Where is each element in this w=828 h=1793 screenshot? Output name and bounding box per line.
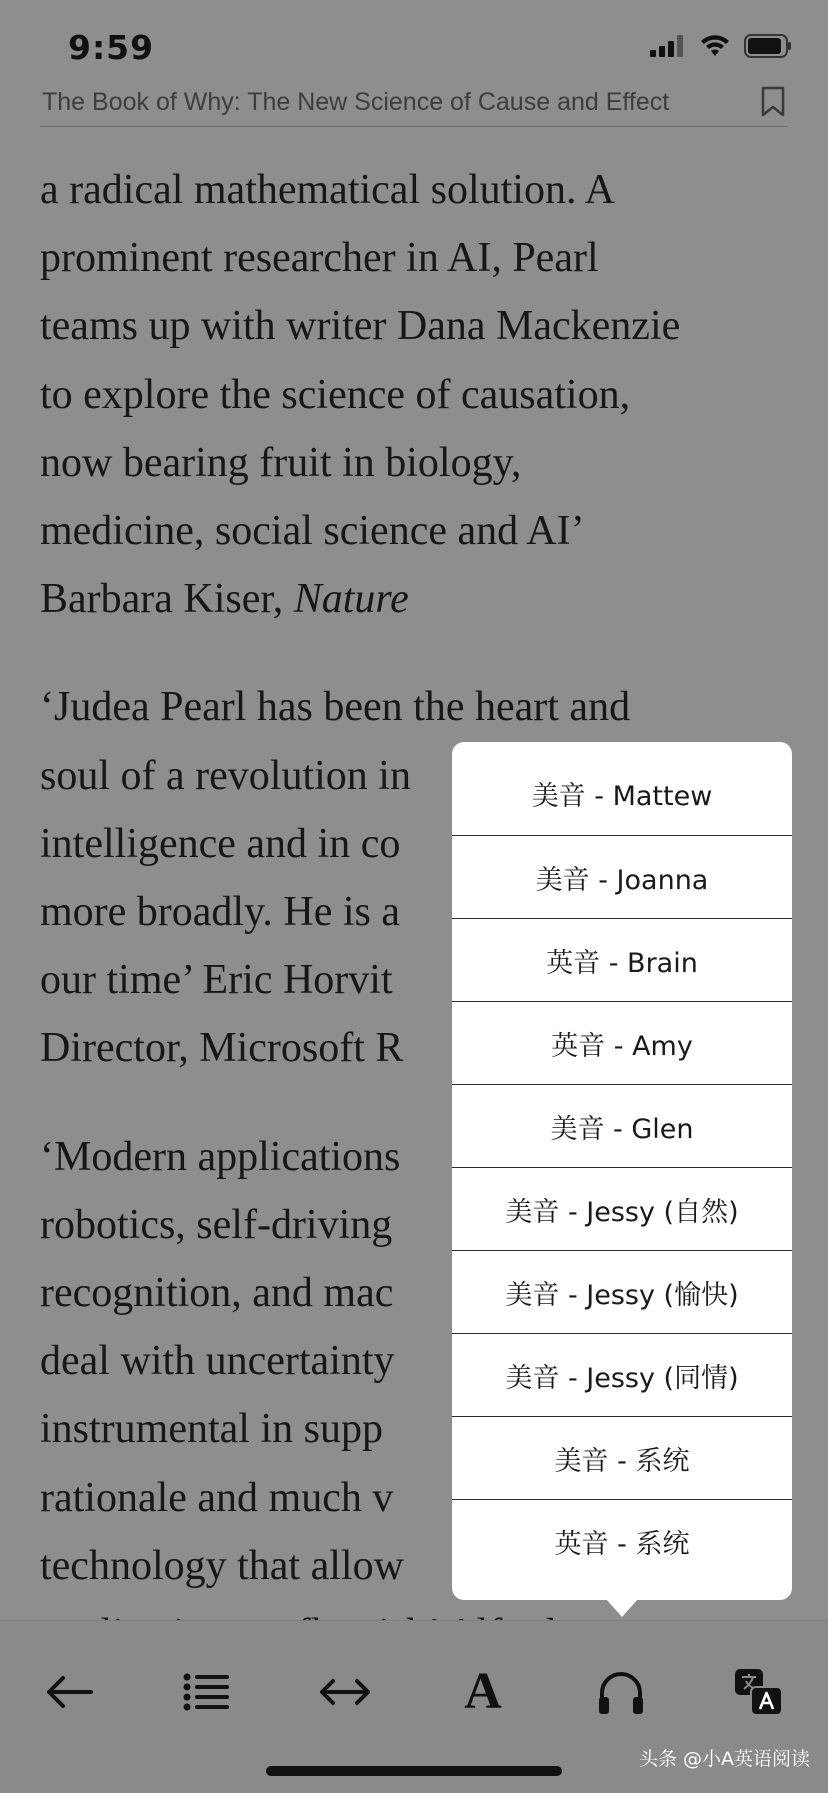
text-line: a radical mathematical solution. A <box>40 167 615 213</box>
book-header <box>40 84 788 127</box>
voice-option[interactable]: 美音 - Joanna <box>452 836 792 919</box>
translate-button[interactable] <box>724 1657 794 1727</box>
text-line: recognition, and mac <box>40 1270 394 1317</box>
back-arrow-icon <box>43 1672 95 1712</box>
bookmark-icon <box>760 86 786 118</box>
text-line: now bearing fruit in biology, <box>40 439 522 486</box>
signal-icon <box>650 35 686 57</box>
text-line: deal with uncertainty <box>40 1338 395 1385</box>
voice-option[interactable]: 美音 - Jessy (愉快) <box>452 1251 792 1334</box>
page-width-icon <box>317 1676 373 1708</box>
audio-button[interactable] <box>586 1657 656 1727</box>
voice-option[interactable]: 美音 - Jessy (自然) <box>452 1168 792 1251</box>
translate-icon <box>733 1667 785 1717</box>
text-line: intelligence and in co <box>40 820 401 867</box>
voice-option[interactable]: 英音 - Amy <box>452 1002 792 1085</box>
text-line: teams up with writer Dana Mackenzie <box>40 303 681 350</box>
text-line: rationale and much v <box>40 1474 394 1521</box>
voice-option[interactable]: 美音 - 系统 <box>452 1417 792 1500</box>
text-line <box>40 565 800 633</box>
text-line: Director, Microsoft R <box>40 1025 404 1072</box>
book-title: The Book of Why: The New Science of Cause and Effect <box>42 88 670 116</box>
text-line: soul of a revolution in <box>40 752 411 799</box>
font-icon: A <box>464 1663 502 1720</box>
text-line: robotics, self-driving <box>40 1201 393 1248</box>
wifi-icon <box>700 34 730 58</box>
status-time: 9:59 <box>68 28 155 67</box>
back-button[interactable] <box>34 1657 104 1727</box>
text-line: to explore the science of causation, <box>40 371 631 418</box>
voice-option[interactable]: 英音 - 系统 <box>554 1529 690 1560</box>
watermark: 头条 @小A英语阅读 <box>638 1748 810 1770</box>
text-line: medicine, social science and AI’ <box>40 508 585 555</box>
status-bar <box>0 0 828 90</box>
voice-menu-pointer <box>606 1599 638 1617</box>
voice-option[interactable]: 美音 - Jessy (同情) <box>452 1334 792 1417</box>
voice-option[interactable]: 美音 - Mattew <box>452 742 792 836</box>
text-line: ‘Judea Pearl has been the heart and <box>40 684 631 731</box>
text-line: our time’ Eric Horvit <box>40 957 393 1004</box>
page-width-button[interactable] <box>310 1657 380 1727</box>
battery-icon <box>744 34 792 58</box>
home-indicator[interactable] <box>266 1766 562 1776</box>
text-line: technology that allow <box>40 1542 404 1589</box>
paragraph <box>40 156 800 633</box>
voice-option[interactable]: 美音 - Glen <box>452 1085 792 1168</box>
font-settings-button[interactable] <box>448 1657 518 1727</box>
text-line-prefix: Barbara Kiser, <box>40 576 294 623</box>
contents-list-icon <box>183 1672 231 1712</box>
headphones-icon <box>596 1667 646 1717</box>
contents-button[interactable] <box>172 1657 242 1727</box>
text-line: ‘Modern applications <box>40 1133 401 1180</box>
text-line: instrumental in supp <box>40 1406 383 1453</box>
voice-menu <box>452 742 792 1600</box>
italic-source: Nature <box>293 576 409 623</box>
text-line: more broadly. He is a <box>40 889 400 936</box>
status-icons <box>650 34 792 58</box>
bookmark-button[interactable] <box>760 86 786 122</box>
voice-option[interactable]: 英音 - Brain <box>452 919 792 1002</box>
text-line: prominent researcher in AI, Pearl <box>40 235 599 282</box>
